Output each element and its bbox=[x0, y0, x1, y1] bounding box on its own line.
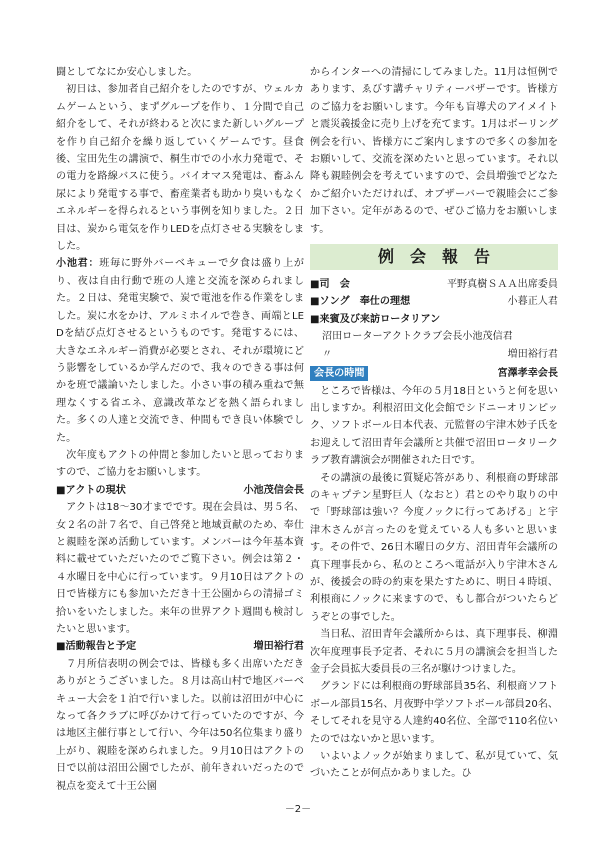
section-title: ■アクトの現状 bbox=[56, 484, 126, 496]
paragraph-text: 班毎に野外バーベキューで夕食は盛り上がり、夜は自由行動で班の人達と交流を深められました。２日は、発電実験で、炭で電池を作る作業をしました。炭に水をかけ、アルミホイルで巻き、両端とLEDを結び点灯させるというものです。発電するには、大きなエネルギー消費が必要とされ、それが環境にどう影響をしているか学んだので、我々のできる事は何かを班で議論いたしました。小さい事の積み重ねで無理なくする省エネ、意識改革などを熱く語られました。多くの人達と交流でき、仲間もでき良い体験でした。 bbox=[56, 258, 305, 444]
meeting-report-banner: 例会報告 bbox=[310, 244, 558, 270]
paragraph: からインターへの清掃にしてみました。11月は恒例であります、ゑびす講チャリティーバザーです。皆様方のご協力をお願いします。今年も盲導犬のアイメイトと震災義援金に売り上げを充てます。1月はボーリング例会を行い、皆様方にご案内しますので多くの参加をお願いして、交流を深めたいと思っています。それ以降も親睦例会を考えていますので、会員増強でどなたかご紹介いただければ、オブザーバーで親睦会にご参加下さい。定年があるので、ぜひご協力をお願いします。 bbox=[310, 67, 558, 235]
row-label: ■来賓及び来訪ロータリアン bbox=[310, 313, 441, 325]
paragraph bbox=[56, 255, 304, 446]
paragraph: グランドには利根商の野球部員35名、利根商ソフトボール部員15名、月夜野中学ソフトボール部員20名、そしてそれを見守る人達約40名位、全部で110名位いたのではないかと思います。 bbox=[310, 681, 558, 745]
president-talk-heading bbox=[310, 365, 558, 382]
meeting-row bbox=[310, 346, 558, 363]
row-value: 沼田ローターアクトクラブ会長小池茂信君 bbox=[322, 331, 513, 343]
paragraph: アクトは18～30才までです。現在会員は、男５名、女２名の計７名で、自己啓発と地域貢献のため、奉仕と親睦を深め活動しています。メンバーは今年基本資料に載せていただいたのでご覧下さい。例会は第２・４水曜日を中心に行っています。９月10日はアクトの日で皆様方にも参加いただき十王公園からの清掃ゴミ拾いをいたしました。来年の世界アクト週間も検討したいと思います。 bbox=[56, 502, 304, 635]
row-value: 小暮正人君 bbox=[507, 296, 558, 308]
section-author: 増田裕行君 bbox=[253, 641, 304, 653]
paragraph: 次年度もアクトの仲間と参加したいと思っておりますので、ご協力をお願いします。 bbox=[56, 449, 304, 479]
row-label: ■ソング 奉仕の理想 bbox=[310, 296, 411, 308]
paragraph: ところで皆様は、今年の５月18日というと何を思い出しますか。利根沼田文化会館でシドニーオリンピック、ソフトボール日本代表、元監督の宇津木妙子氏をお迎えして沼田青年会議所と共催で沼田ロータリークラブ教育講演会が開催された日です。 bbox=[310, 385, 558, 467]
paragraph: 闘としてなにか安心しました。 bbox=[56, 67, 198, 78]
section-author: 小池茂信会長 bbox=[243, 484, 304, 496]
row-value: 増田裕行君 bbox=[507, 348, 558, 360]
section-heading bbox=[56, 638, 304, 655]
meeting-row bbox=[310, 276, 558, 293]
meeting-row bbox=[310, 293, 558, 310]
paragraph: 当日私、沼田青年会議所からは、真下理事長、柳淵次年度理事長予定者、それに５月の講演会を担当した金子会員拡大委員長の三名が駆けつけました。 bbox=[310, 629, 558, 675]
row-label: 〃 bbox=[322, 348, 333, 360]
section-heading bbox=[56, 482, 304, 499]
paragraph: ７月所信表明の例会では、皆様も多く出席いただきありがとうございました。８月は高山村で地区バーベキュー大会を１泊で行いました。以前は沼田が中心になって各クラブに呼びかけて行っていたのですが、今は地区主催行事として行い、今年は50名位集まり盛り上がり、親睦を深められました。９月10日はアクトの日で以前は沼田公園でしたが、前年きれいだったので視点を変えて十王公園 bbox=[56, 658, 304, 792]
page-number: －2－ bbox=[284, 804, 312, 815]
president-talk-author: 宮澤孝幸会長 bbox=[497, 368, 558, 380]
row-label: ■司 会 bbox=[310, 279, 350, 291]
paragraph: いよいよノックが始まりまして、私が見ていて、気づいたことが何点かありました。ひ bbox=[310, 751, 558, 780]
section-title: ■活動報告と予定 bbox=[56, 641, 137, 653]
meeting-row bbox=[310, 328, 558, 345]
left-column bbox=[56, 64, 304, 795]
right-column bbox=[310, 64, 558, 783]
speaker-label: 小池君： bbox=[56, 258, 100, 270]
paragraph: その講演の最後に質疑応答があり、利根商の野球部のキャプテン星野巨人（なおと）君とのやり取りの中で「野球部は強い？今度ノックに行ってあげる」と宇津木さんが言ったのを覚えている人も多いと思います。その件で、26日木曜日の夕方、沼田青年会議所の真下理事長から、私のところへ電話が入り宇津木さんが、後援会の時の約束を果たすために、明日４時頃、利根商にノックに来ますので、もし都合がついたらどうぞとの事でした。 bbox=[310, 472, 558, 623]
paragraph: 初日は、参加者自己紹介をしたのですが、ウェルカムゲームという、まずグループを作り、１分間で自己紹介をして、それが終わると次にまた新しいグループを作り自己紹介を繰り返していくゲームです。昼食後、宝田先生の講演で、桐生市での小水力発電で、その電力を路線バスに使う。バイオマス発電は、畜ふん尿により発電する事で、畜産業者も助かり臭いもなくエネルギーを得られるという事例を知りました。２日目は、炭から電気を作りLEDを点灯させる実験をしました。 bbox=[56, 84, 304, 253]
row-value: 平野真樹ＳＡＡ出席委員 bbox=[446, 279, 558, 291]
meeting-row bbox=[310, 311, 558, 328]
president-talk-tag: 会長の時間 bbox=[310, 366, 368, 381]
